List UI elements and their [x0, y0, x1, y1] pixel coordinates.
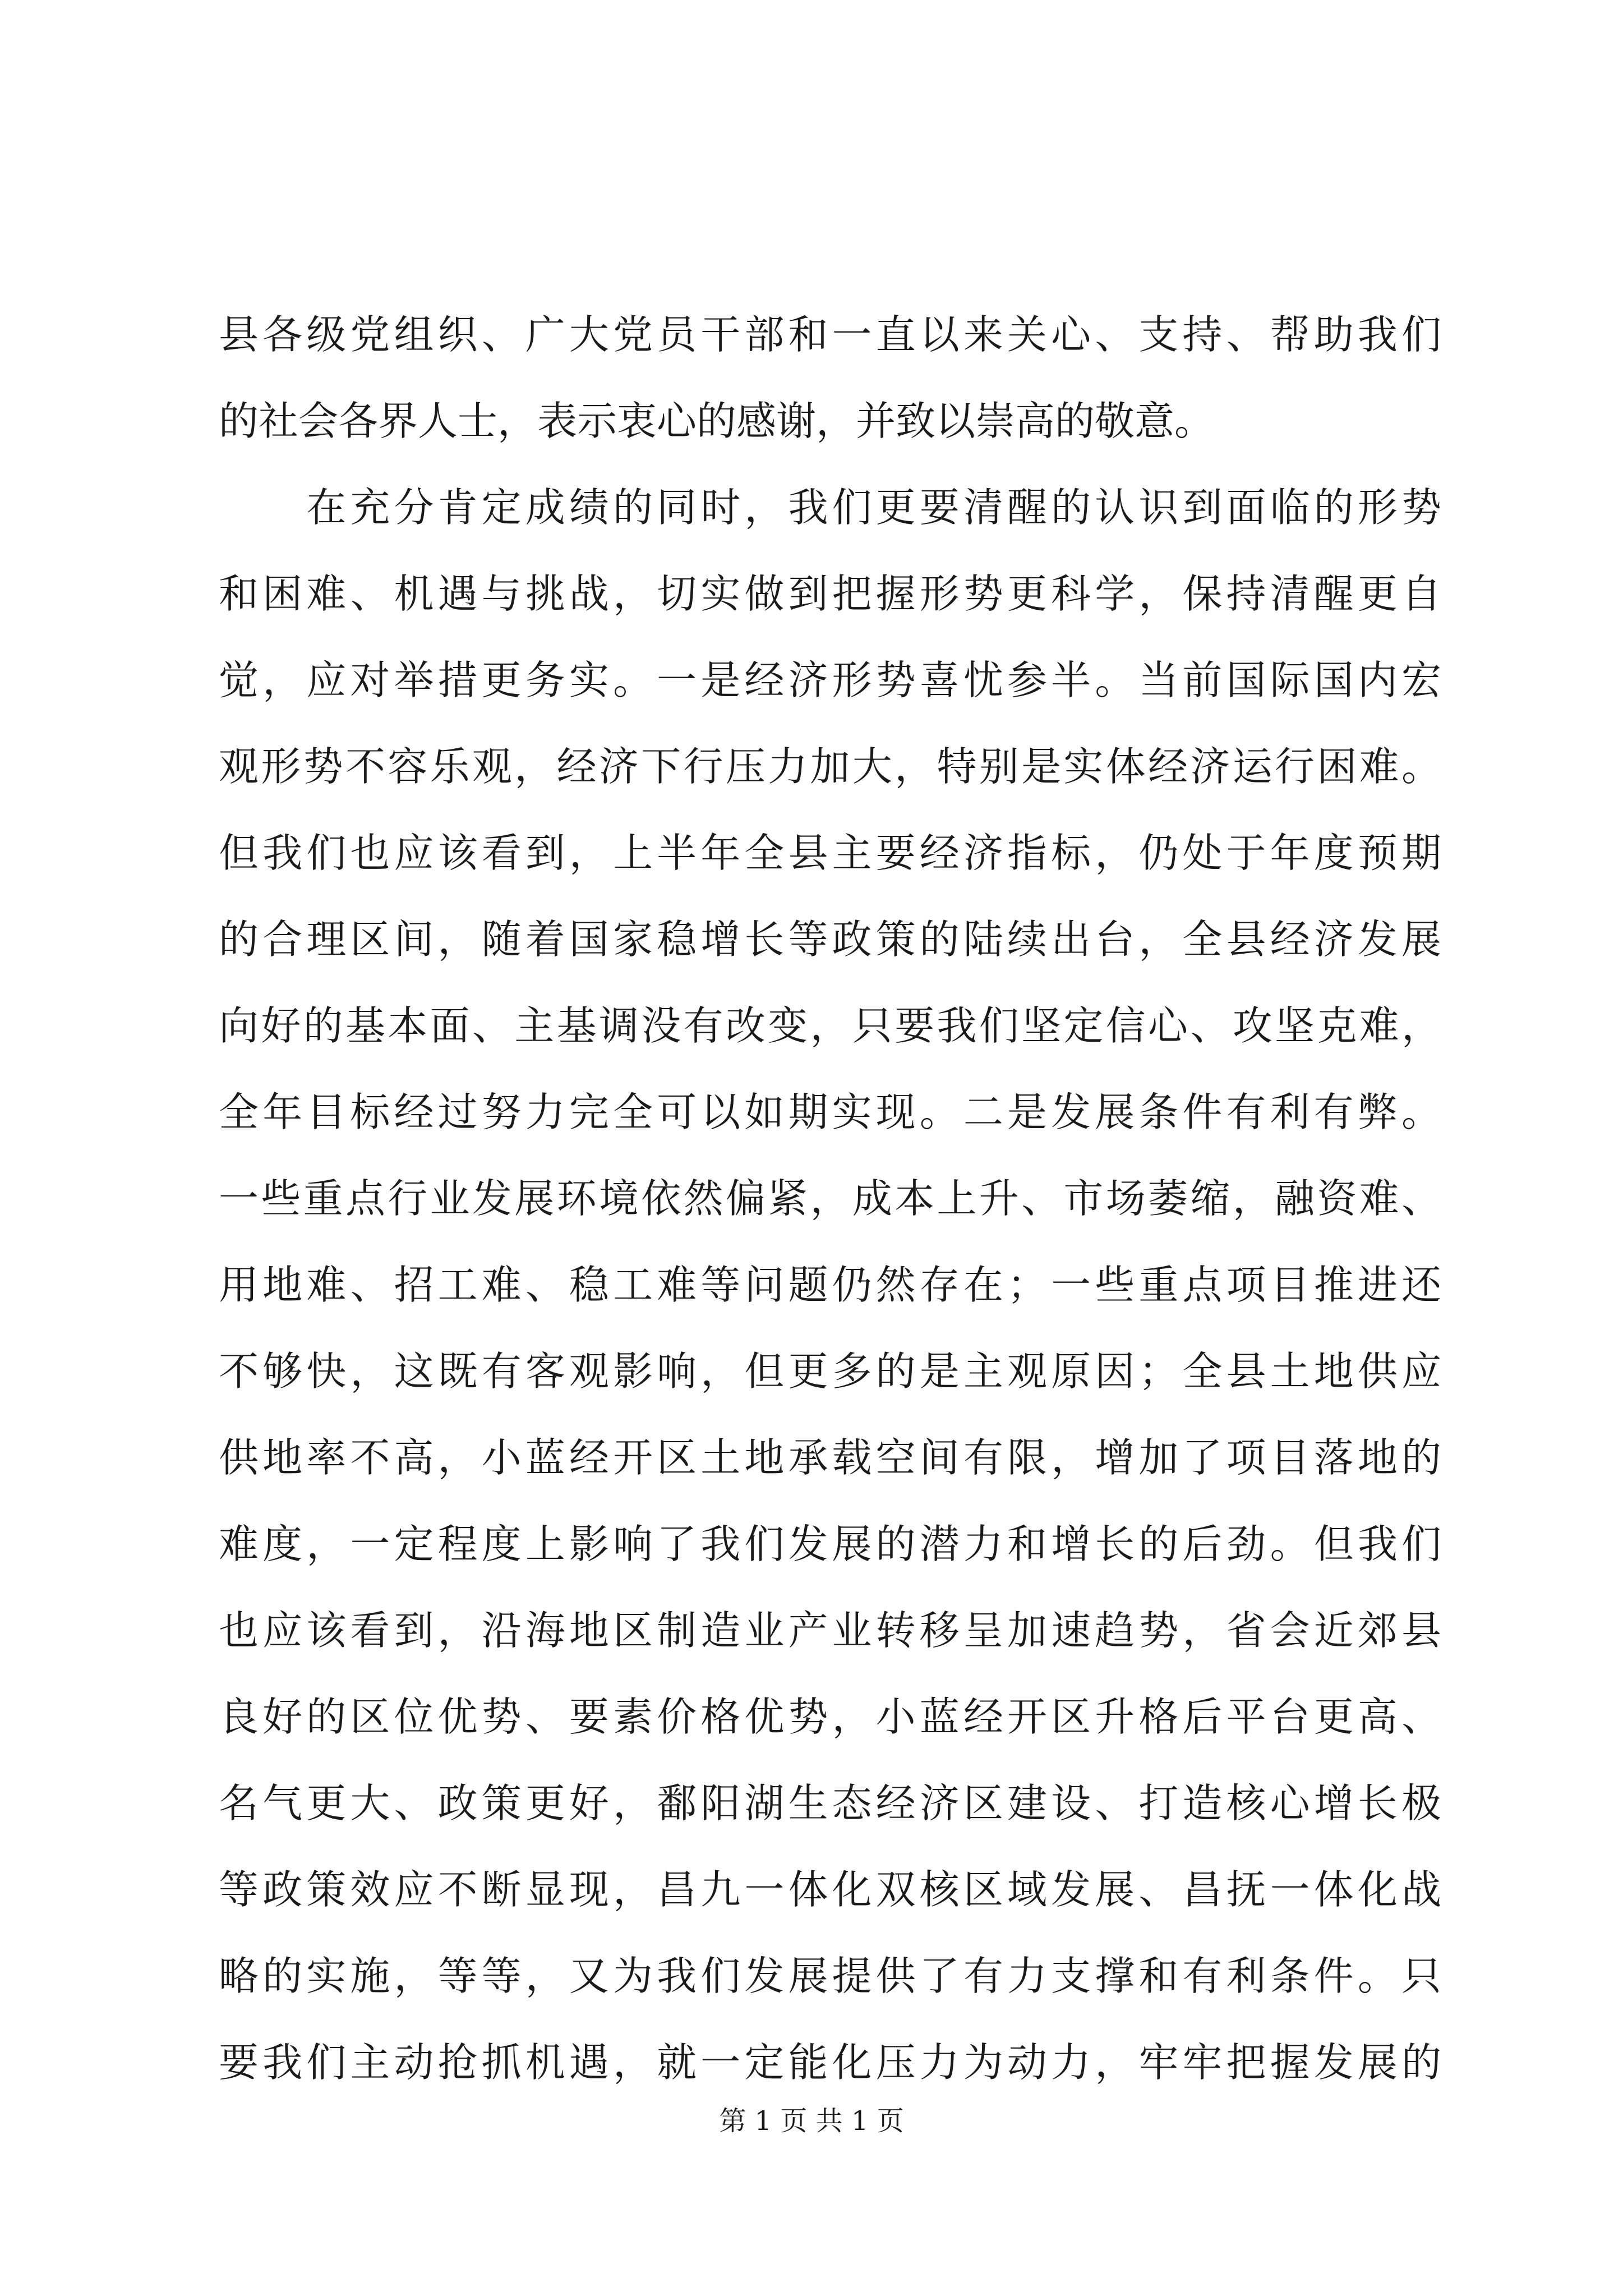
page-number-label: 第 1 页 共 1 页: [719, 2105, 904, 2137]
text-line: 良好的区位优势、要素价格优势，小蓝经开区升格后平台更高、: [219, 1694, 1441, 1740]
text-line: 和困难、机遇与挑战，切实做到把握形势更科学，保持清醒更自: [219, 570, 1441, 617]
text-line: 用地难、招工难、稳工难等问题仍然存在；一些重点项目推进还: [219, 1262, 1441, 1308]
text-line: 的合理区间，随着国家稳增长等政策的陆续出台，全县经济发展: [219, 916, 1441, 963]
text-line: 观形势不容乐观，经济下行压力加大，特别是实体经济运行困难。: [219, 743, 1441, 790]
text-line: 全年目标经过努力完全可以如期实现。二是发展条件有利有弊。: [219, 1089, 1441, 1135]
document-body: [219, 292, 1441, 2106]
text-line: 也应该看到，沿海地区制造业产业转移呈加速趋势，省会近郊县: [219, 1607, 1441, 1654]
text-line: 觉，应对举措更务实。一是经济形势喜忧参半。当前国际国内宏: [219, 657, 1441, 703]
text-line: 向好的基本面、主基调没有改变，只要我们坚定信心、攻坚克难，: [219, 1002, 1441, 1049]
text-line: 等政策效应不断显现，昌九一体化双核区域发展、昌抚一体化战: [219, 1866, 1441, 1913]
text-line: 不够快，这既有客观影响，但更多的是主观原因；全县土地供应: [219, 1348, 1441, 1395]
text-line: 难度，一定程度上影响了我们发展的潜力和增长的后劲。但我们: [219, 1521, 1441, 1567]
text-line: 一些重点行业发展环境依然偏紧，成本上升、市场萎缩，融资难、: [219, 1175, 1441, 1222]
text-line: 但我们也应该看到，上半年全县主要经济指标，仍处于年度预期: [219, 830, 1441, 876]
text-line: 供地率不高，小蓝经开区土地承载空间有限，增加了项目落地的: [219, 1434, 1441, 1481]
text-line: 要我们主动抢抓机遇，就一定能化压力为动力，牢牢把握发展的: [219, 2039, 1441, 2086]
page-footer: [0, 2099, 1623, 2138]
text-line: 在充分肯定成绩的同时，我们更要清醒的认识到面临的形势: [219, 484, 1441, 531]
text-line: 县各级党组织、广大党员干部和一直以来关心、支持、帮助我们: [219, 311, 1441, 358]
text-line: 的社会各界人士，表示衷心的感谢，并致以崇高的敬意。: [219, 398, 1215, 444]
text-line: 略的实施，等等，又为我们发展提供了有力支撑和有利条件。只: [219, 1953, 1441, 1999]
text-line: 名气更大、政策更好，鄱阳湖生态经济区建设、打造核心增长极: [219, 1780, 1441, 1826]
